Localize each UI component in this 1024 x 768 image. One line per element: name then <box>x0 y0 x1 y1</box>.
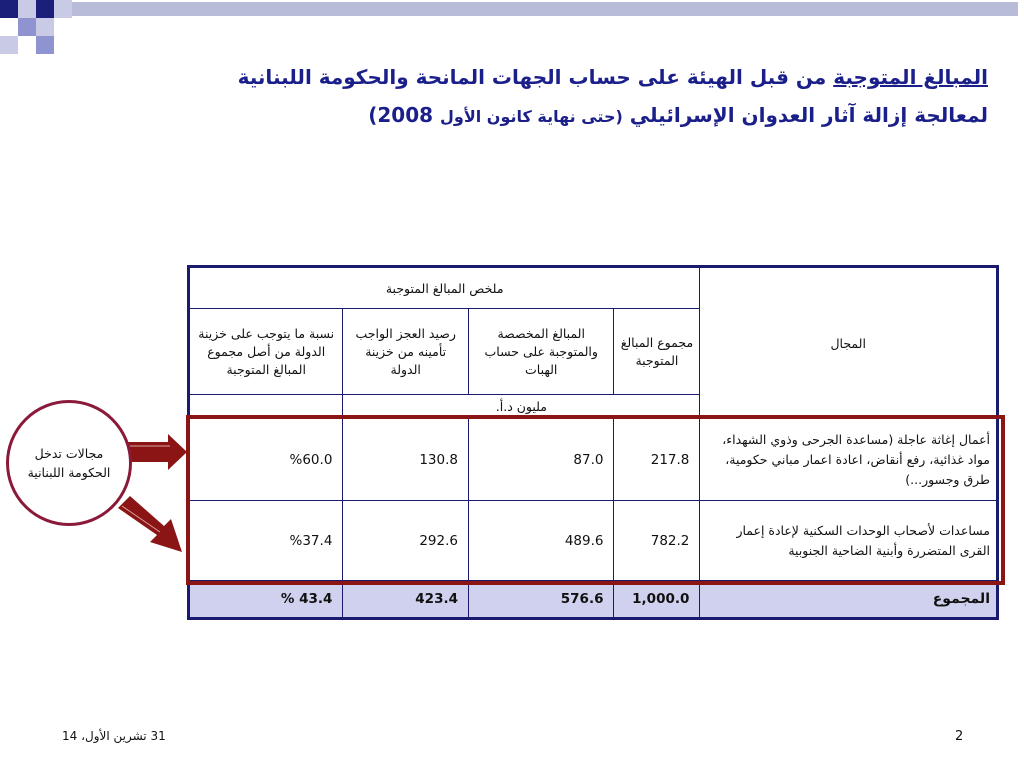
row1-donors: 87.0 <box>468 419 613 501</box>
total-total: 1,000.0 <box>614 581 700 619</box>
arrow-lower <box>118 496 182 552</box>
col-total-header: مجموع المبالغ المتوجبة <box>614 309 700 395</box>
summary-header: ملخص المبالغ المتوجبة <box>189 267 700 309</box>
domain-header: المجال <box>700 267 998 419</box>
row1-domain: أعمال إغاثة عاجلة (مساعدة الجرحى وذوي الشهداء، مواد غذائية، رفع أنقاض، اعادة اعمار مباني حكومية، طرق وجسور...) <box>700 419 998 501</box>
title-line2-year: 2008) <box>368 103 434 127</box>
page-number: 2 <box>955 729 964 744</box>
row2-ratio: %37.4 <box>189 501 343 581</box>
row1-deficit: 130.8 <box>343 419 469 501</box>
unit-label: مليون د.أ. <box>343 395 700 419</box>
callout-text: مجالات تدخل الحكومة اللبنانية <box>27 446 111 480</box>
row1-total: 217.8 <box>614 419 700 501</box>
row2-donors: 489.6 <box>468 501 613 581</box>
col-donors-header: المبالغ المخصصة والمتوجبة على حساب الهبات <box>468 309 613 395</box>
total-donors: 576.6 <box>468 581 613 619</box>
callout-circle <box>6 400 132 526</box>
total-deficit: 423.4 <box>343 581 469 619</box>
row2-deficit: 292.6 <box>343 501 469 581</box>
total-label: المجموع <box>700 581 998 619</box>
footer-date: 31 تشرين الأول، 14 <box>62 729 166 743</box>
title-line1-rest: من قبل الهيئة على حساب الجهات المانحة والحكومة اللبنانية <box>237 65 834 89</box>
row2-domain: مساعدات لأصحاب الوحدات السكنية لإعادة إعمار القرى المتضررة وأبنية الضاحية الجنوبية <box>700 501 998 581</box>
total-ratio: % 43.4 <box>189 581 343 619</box>
col-deficit-header: رصيد العجز الواجب تأمينه من خزينة الدولة <box>343 309 469 395</box>
title-line2-main: لمعالجة إزالة آثار العدوان الإسرائيلي <box>629 103 988 127</box>
arrow-upper <box>126 434 187 470</box>
col-ratio-header: نسبة ما يتوجب على خزينة الدولة من أصل مجموع المبالغ المتوجبة <box>189 309 343 395</box>
row2-total: 782.2 <box>614 501 700 581</box>
row1-ratio: %60.0 <box>189 419 343 501</box>
title-underlined: المبالغ المتوجبة <box>833 65 988 89</box>
title-line2-small: (حتى نهاية كانون الأول <box>440 107 623 126</box>
